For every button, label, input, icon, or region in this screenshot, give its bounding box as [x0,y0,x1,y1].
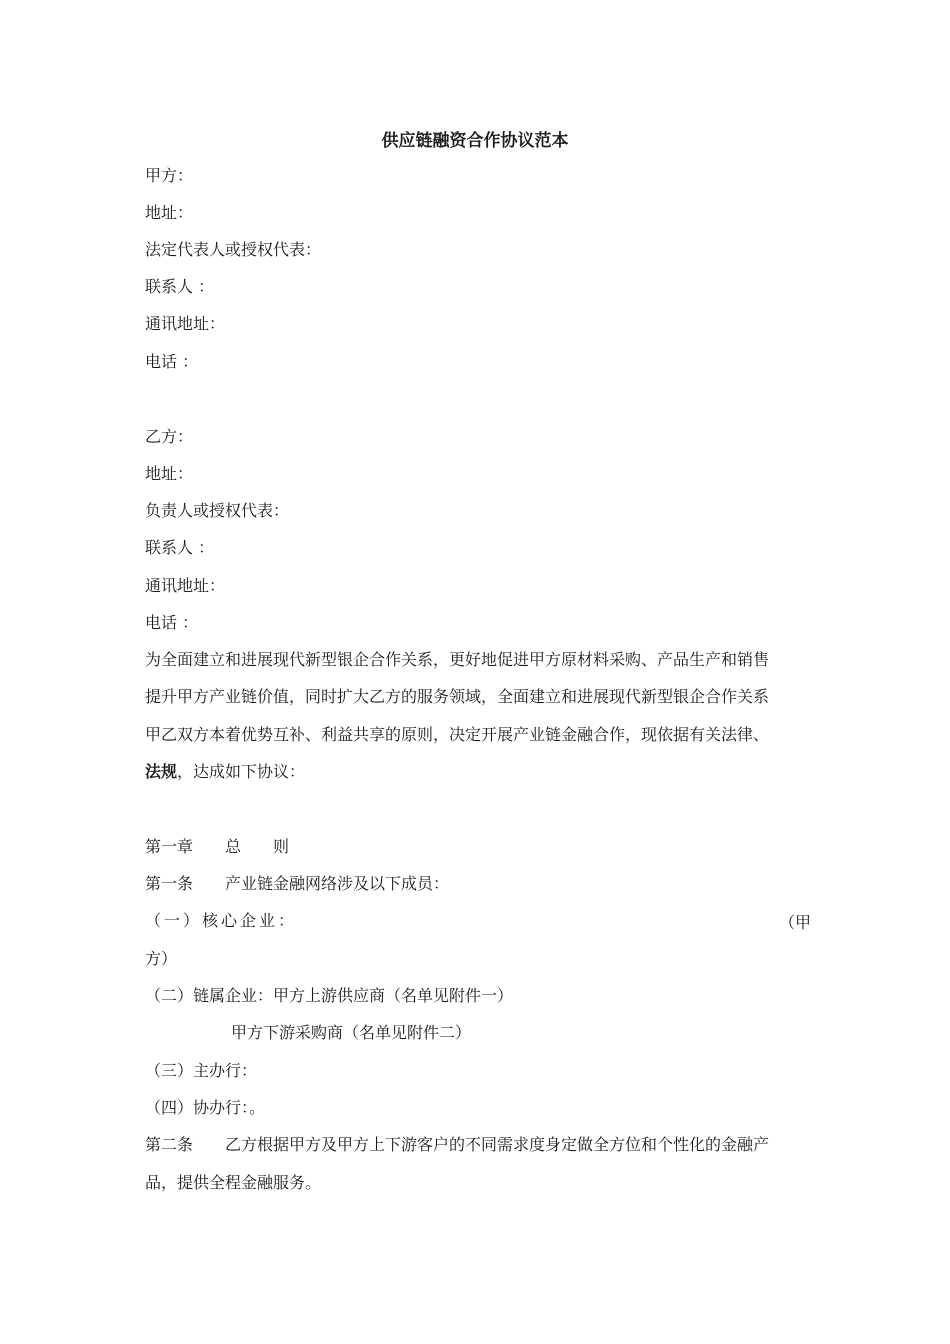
intro-emphasis: 法规 [145,762,178,781]
item-2: （二）链属企业：甲方上游供应商（名单见附件一） [145,986,514,1005]
chapter-heading: 第一章 总 则 [145,837,290,856]
party-a-contact: 联系人 ： [145,277,215,296]
party-b-phone: 电话 ： [145,613,199,632]
party-b-representative: 负责人或授权代表： [145,501,290,520]
intro-line-3: 甲乙双方本着优势互补、利益共享的原则，决定开展产业链金融合作，现依据有关法律、 [145,725,770,744]
party-a-mail-address: 通讯地址： [145,314,226,333]
intro-line-4-rest: ，达成如下协议： [177,762,306,781]
party-a-address: 地址： [145,203,194,222]
article-1: 第一条 产业链金融网络涉及以下成员： [145,874,450,893]
party-b-address: 地址： [145,464,194,483]
party-a-representative: 法定代表人或授权代表： [145,240,322,259]
intro-line-1: 为全面建立和进展现代新型银企合作关系，更好地促进甲方原材料采购、产品生产和销售 [145,650,770,669]
item-2-continued: 甲方下游采购商（名单见附件二） [231,1023,472,1042]
party-b-label: 乙方： [145,427,194,446]
article-2-continued: 品，提供全程金融服务。 [145,1173,322,1192]
item-1-right: （甲 [779,913,812,932]
party-b-mail-address: 通讯地址： [145,576,226,595]
item-3: （三）主办行： [145,1061,258,1080]
party-a-phone: 电话 ： [145,352,199,371]
item-1-continued: 方） [145,949,178,968]
party-a-label: 甲方： [145,166,194,185]
party-b-contact: 联系人 ： [145,538,215,557]
intro-line-4 [145,761,305,783]
intro-line-2: 提升甲方产业链价值，同时扩大乙方的服务领域，全面建立和进展现代新型银企合作关系 [145,687,770,706]
document-title: 供应链融资合作协议范本 [381,131,569,151]
item-4: （四）协办行：。 [145,1098,266,1117]
item-1: （一）核心企业： [145,911,298,930]
article-2: 第二条 乙方根据甲方及甲方上下游客户的不同需求度身定做全方位和个性化的金融产 [145,1135,770,1154]
